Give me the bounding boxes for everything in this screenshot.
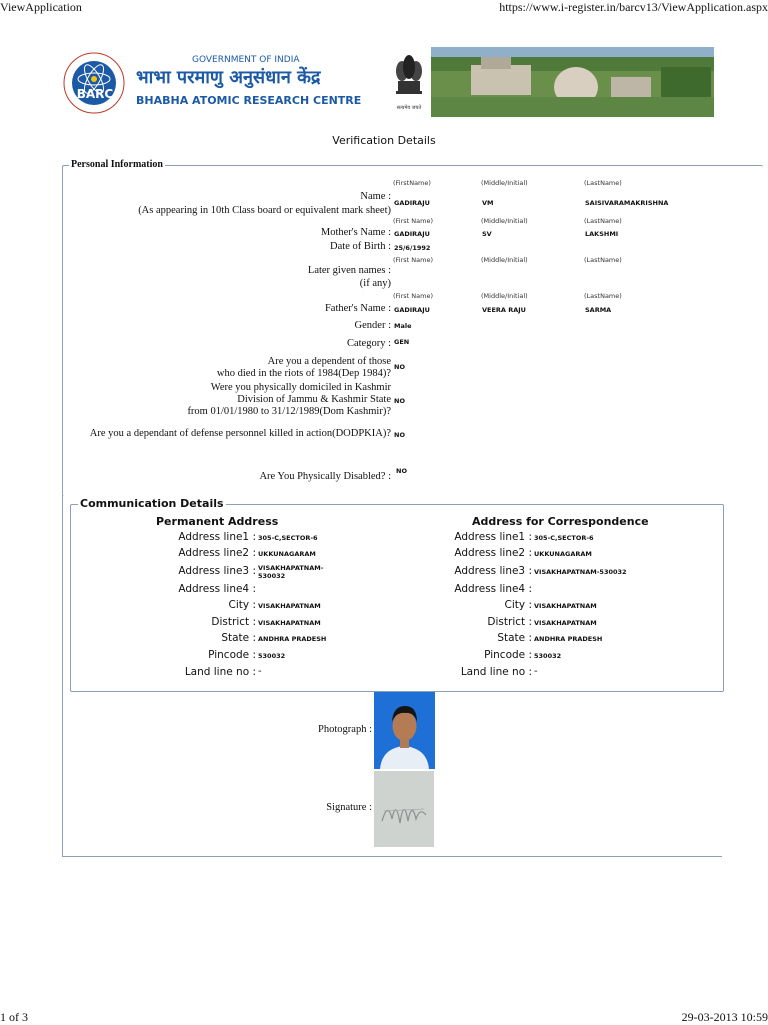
national-emblem-icon [392, 51, 426, 103]
perm-line2-value: UKKUNAGARAM [258, 550, 316, 558]
later-names-label: Later given names : [307, 265, 391, 276]
corr-line2-value: UKKUNAGARAM [534, 550, 592, 558]
father-first: GADIRAJU [394, 306, 430, 314]
col-header-middle: (Middle/Initial) [481, 292, 528, 300]
print-header-url: https://www.i-register.in/barcv13/ViewApplication.aspx [499, 0, 768, 14]
col-header-middle: (Middle/Initial) [481, 217, 528, 225]
col-header-last: (LastName) [584, 217, 622, 225]
corr-line3-value: VISAKHAPATNAM-530032 [534, 568, 627, 576]
perm-pincode-label: Pincode : [208, 649, 256, 661]
gov-india-text: GOVERNMENT OF INDIA [192, 55, 300, 65]
correspondence-address-title: Address for Correspondence [472, 515, 649, 528]
riots-answer: NO [394, 363, 405, 371]
col-header-middle: (Middle/Initial) [481, 179, 528, 187]
disabled-answer: NO [396, 467, 407, 475]
corr-landline-label: Land line no : [460, 666, 532, 678]
perm-city-value: VISAKHAPATNAM [258, 602, 321, 610]
defense-question: Are you a dependant of defense personnel killed in action(DODPKIA)? [89, 428, 391, 439]
perm-line3-value-a: VISAKHAPATNAM- [258, 564, 324, 572]
corr-pincode-label: Pincode : [484, 649, 532, 661]
section-border-bottom [62, 856, 722, 857]
col-header-first: (First Name) [393, 217, 433, 225]
perm-state-label: State : [221, 632, 256, 644]
col-header-last: (LastName) [584, 256, 622, 264]
mother-first: GADIRAJU [394, 230, 430, 238]
emblem-caption: सत्यमेव जयते [396, 105, 422, 111]
corr-district-value: VISAKHAPATNAM [534, 619, 597, 627]
father-name-label: Father's Name : [324, 303, 391, 314]
barc-english-name: BHABHA ATOMIC RESEARCH CENTRE [136, 94, 362, 107]
perm-city-label: City : [228, 599, 256, 611]
photograph-label: Photograph : [318, 724, 372, 735]
perm-line3-value-b: 530032 [258, 572, 286, 580]
corr-city-label: City : [504, 599, 532, 611]
permanent-address-title: Permanent Address [156, 515, 279, 528]
col-header-middle: (Middle/Initial) [481, 256, 528, 264]
kashmir-question-line2: Division of Jammu & Kashmir State [237, 394, 391, 405]
later-names-sublabel: (if any) [359, 278, 391, 289]
gender-label: Gender : [354, 320, 391, 331]
name-sublabel: (As appearing in 10th Class board or equivalent mark sheet) [138, 205, 391, 216]
print-header-title: ViewApplication [0, 0, 82, 14]
perm-pincode-value: 530032 [258, 652, 286, 660]
perm-landline-label: Land line no : [184, 666, 256, 678]
corr-district-label: District : [487, 616, 532, 628]
perm-line1-value: 305-C,SECTOR-6 [258, 534, 318, 542]
mother-middle: SV [482, 230, 492, 238]
name-first: GADIRAJU [394, 199, 430, 207]
col-header-first: (First Name) [393, 256, 433, 264]
page-title: Verification Details [332, 134, 436, 147]
corr-line2-label: Address line2 : [454, 547, 532, 559]
signature-image-icon [374, 771, 434, 847]
dob-label: Date of Birth : [330, 241, 391, 252]
riots-question-line1: Are you a dependent of those [267, 356, 391, 367]
corr-line4-label: Address line4 : [454, 583, 532, 595]
banner [54, 47, 714, 117]
father-last: SARMA [585, 306, 612, 314]
applicant-photo-icon [374, 692, 435, 769]
corr-line1-value: 305-C,SECTOR-6 [534, 534, 594, 542]
reactor-photo-icon [431, 47, 714, 117]
col-header-last: (LastName) [584, 179, 622, 187]
personal-info-legend: Personal Information [71, 159, 163, 170]
col-header-first: (First Name) [393, 292, 433, 300]
dob-value: 25/6/1992 [394, 244, 431, 252]
barc-logo-text: BARC [76, 87, 114, 101]
corr-landline-value: - [534, 666, 538, 677]
father-middle: VEERA RAJU [482, 306, 526, 314]
name-last: SAISIVARAMAKRISHNA [585, 199, 669, 207]
col-header-first: (FirstName) [393, 179, 431, 187]
category-label: Category : [346, 338, 391, 349]
corr-state-value: ANDHRA PRADESH [534, 635, 603, 643]
defense-answer: NO [394, 431, 405, 439]
gender-value: Male [394, 322, 412, 330]
barc-hindi-name: भाभा परमाणु अनुसंधान केंद्र [136, 67, 321, 88]
name-middle: VM [482, 199, 494, 207]
mother-name-label: Mother's Name : [320, 227, 391, 238]
print-footer-page: 1 of 3 [0, 1010, 28, 1024]
kashmir-answer: NO [394, 397, 405, 405]
corr-state-label: State : [497, 632, 532, 644]
perm-line3-label: Address line3 : [178, 565, 256, 577]
corr-city-value: VISAKHAPATNAM [534, 602, 597, 610]
name-label: Name : [360, 191, 391, 202]
corr-line3-label: Address line3 : [454, 565, 532, 577]
corr-line1-label: Address line1 : [454, 531, 532, 543]
mother-last: LAKSHMI [585, 230, 619, 238]
barc-logo-icon [58, 49, 130, 115]
perm-district-value: VISAKHAPATNAM [258, 619, 321, 627]
disabled-question: Are You Physically Disabled? : [259, 471, 391, 482]
perm-state-value: ANDHRA PRADESH [258, 635, 327, 643]
communication-legend: Communication Details [80, 497, 224, 510]
perm-landline-value: - [258, 666, 262, 677]
kashmir-question-line3: from 01/01/1980 to 31/12/1989(Dom Kashmir)? [187, 406, 391, 417]
perm-line4-label: Address line4 : [178, 583, 256, 595]
section-border-left [62, 495, 63, 856]
perm-district-label: District : [211, 616, 256, 628]
corr-pincode-value: 530032 [534, 652, 562, 660]
print-footer-datetime: 29-03-2013 10:59 [681, 1010, 768, 1024]
riots-question-line2: who died in the riots of 1984(Dep 1984)? [216, 368, 391, 379]
perm-line2-label: Address line2 : [178, 547, 256, 559]
perm-line1-label: Address line1 : [178, 531, 256, 543]
category-value: GEN [394, 338, 410, 346]
kashmir-question-line1: Were you physically domiciled in Kashmir [210, 382, 391, 393]
col-header-last: (LastName) [584, 292, 622, 300]
signature-label: Signature : [326, 802, 372, 813]
